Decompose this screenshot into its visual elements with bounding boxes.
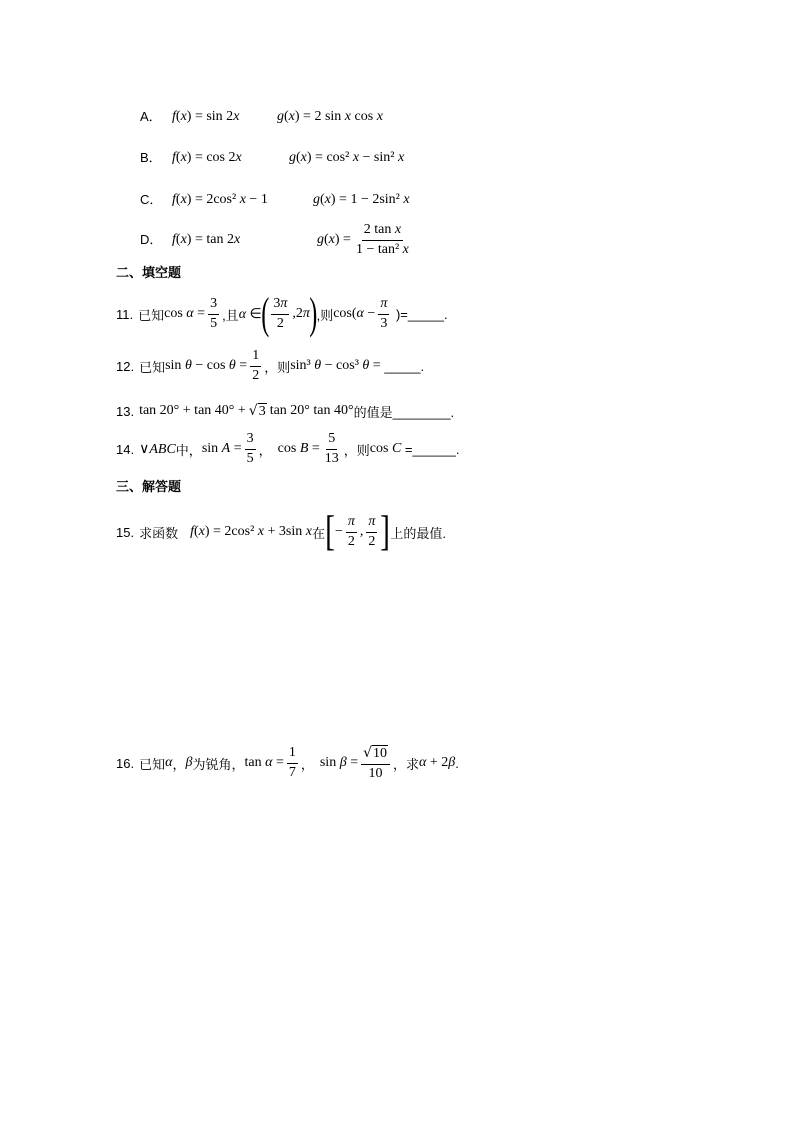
question-13 xyxy=(116,400,454,422)
fraction-numerator: 2 tan x xyxy=(362,222,403,240)
cos-c-expression: cos C xyxy=(369,441,402,456)
fraction-numerator: 5 xyxy=(326,431,337,449)
question-text: ， xyxy=(258,442,272,458)
option-label: B． xyxy=(140,150,162,165)
minus-sign: − xyxy=(334,524,343,539)
beta-symbol: β xyxy=(185,755,193,770)
cos-b-expression: cos B = xyxy=(277,441,320,456)
section-fill-in-heading: 二、填空题 xyxy=(116,265,182,280)
question-text: 求函数 xyxy=(139,525,179,541)
tan-alpha-expression: tan α = xyxy=(244,755,284,770)
fraction-denominator: 2 xyxy=(252,367,260,383)
alpha-symbol: α xyxy=(165,755,173,770)
section-solution-heading: 三、解答题 xyxy=(116,479,182,494)
fraction-denominator: 2 xyxy=(276,315,284,331)
option-f-expression: f(x) = sin 2x xyxy=(172,109,240,124)
question-text: ,且 xyxy=(222,307,239,323)
question-text: . xyxy=(455,755,459,771)
answer-blank: =______. xyxy=(401,441,460,457)
sin-minus-cos-expression: sin θ − cos θ = xyxy=(165,358,248,373)
fraction-denominator: 13 xyxy=(324,450,339,466)
answer-blank: _____. xyxy=(380,358,425,374)
option-g-expression: g(x) = 1 − 2sin² x xyxy=(313,192,410,207)
target-expression: α + 2β xyxy=(419,755,456,770)
radicand: 10 xyxy=(373,746,388,762)
question-15 xyxy=(116,510,446,554)
right-bracket: ] xyxy=(380,509,391,555)
question-text: ， xyxy=(300,756,314,772)
fraction-numerator: π xyxy=(346,514,357,532)
square-root-10 xyxy=(363,745,388,761)
question-11 xyxy=(116,290,448,338)
option-b xyxy=(0,149,794,167)
question-number: 15. xyxy=(116,524,135,540)
fraction-numerator: 1 xyxy=(250,348,261,366)
fraction-numerator: π xyxy=(378,296,389,314)
option-c xyxy=(0,191,794,209)
fraction-denominator: 3 xyxy=(380,315,388,331)
fraction-numerator: 3 xyxy=(208,296,219,314)
fraction-denominator: 2 xyxy=(368,533,376,549)
right-parenthesis: ) xyxy=(309,289,318,338)
function-expression: f(x) = 2cos² x + 3sin x xyxy=(190,524,312,539)
cos-alpha-expression: cos α = xyxy=(164,306,206,321)
question-text: ,则 xyxy=(316,307,334,323)
fraction-numerator xyxy=(361,744,390,764)
question-text: ，求 xyxy=(393,756,420,772)
question-text: 中， xyxy=(175,442,202,458)
cubic-difference-expression: sin³ θ − cos³ θ = xyxy=(290,358,381,373)
radicand: 3 xyxy=(258,403,266,419)
question-text: ，则 xyxy=(264,359,291,375)
fraction-denominator: 5 xyxy=(210,315,218,331)
triangle-abc: ∨ABC xyxy=(139,441,176,457)
question-text: ， xyxy=(172,756,186,772)
fraction-1-over-7 xyxy=(287,745,298,780)
fraction-sqrt10-over-10 xyxy=(361,744,390,781)
question-text: ，则 xyxy=(343,442,370,458)
question-16 xyxy=(116,741,459,785)
sin-beta-expression: sin β = xyxy=(319,755,359,770)
fraction-pi-over-2 xyxy=(366,514,377,549)
fraction-numerator: 1 xyxy=(287,745,298,763)
comma: , xyxy=(359,524,364,539)
radical-sign: √ xyxy=(363,745,373,762)
option-d xyxy=(0,222,794,258)
fraction-denominator: 7 xyxy=(288,764,296,780)
fraction-3-over-5 xyxy=(208,296,219,331)
question-text: 已知 xyxy=(139,359,166,375)
option-g-fraction xyxy=(354,222,411,257)
sin-a-expression: sin A = xyxy=(201,441,242,456)
radical-sign: √ xyxy=(248,402,258,419)
option-g-expression: g(x) = 2 sin x cos x xyxy=(277,109,383,124)
tan-sum-expression: tan 20° + tan 40° + xyxy=(139,403,246,418)
question-12 xyxy=(116,346,424,386)
square-root-3 xyxy=(249,403,267,419)
alpha-in-expression: α ∈ xyxy=(238,306,262,322)
left-parenthesis: ( xyxy=(261,289,270,338)
question-number: 13. xyxy=(116,403,135,419)
fraction-denominator: 10 xyxy=(368,765,383,781)
fraction-3-over-5 xyxy=(245,431,256,466)
option-a xyxy=(0,108,794,126)
option-g-expression xyxy=(317,222,414,258)
option-g-expression: g(x) = cos² x − sin² x xyxy=(289,150,405,165)
fraction-1-over-2 xyxy=(250,348,261,383)
fraction-numerator: 3π xyxy=(271,296,289,314)
fraction-denominator: 5 xyxy=(246,450,254,466)
fraction-5-over-13 xyxy=(323,431,341,466)
question-text: 已知 xyxy=(138,307,165,323)
question-text: 已知 xyxy=(139,756,166,772)
fraction-3pi-over-2 xyxy=(271,296,289,331)
option-g-lhs: g(x) = xyxy=(317,232,351,247)
question-text: 为锐角， xyxy=(192,756,245,772)
question-text: 上的最值. xyxy=(390,525,447,541)
option-f-expression: f(x) = tan 2x xyxy=(172,232,241,247)
question-number: 16. xyxy=(116,755,135,771)
option-label: A． xyxy=(140,109,162,124)
left-bracket: [ xyxy=(325,509,335,555)
question-text: 在 xyxy=(311,525,325,541)
answer-blank: 的值是________. xyxy=(353,404,455,420)
fraction-pi-over-2 xyxy=(346,514,357,549)
interval-upper-bound: ,2π xyxy=(292,306,310,321)
option-f-expression: f(x) = cos 2x xyxy=(172,150,242,165)
fraction-numerator: 3 xyxy=(245,431,256,449)
answer-blank: )=_____. xyxy=(392,306,448,322)
option-label: D． xyxy=(140,232,163,247)
question-number: 12. xyxy=(116,358,135,374)
option-label: C． xyxy=(140,192,163,207)
question-number: 11. xyxy=(116,306,134,322)
fraction-numerator: π xyxy=(366,514,377,532)
fraction-pi-over-3 xyxy=(378,296,389,331)
question-14 xyxy=(116,429,460,469)
fraction-denominator: 1 − tan² x xyxy=(355,241,409,257)
question-number: 14. xyxy=(116,441,135,457)
fraction-denominator: 2 xyxy=(347,533,355,549)
option-f-expression: f(x) = 2cos² x − 1 xyxy=(172,192,268,207)
tan-product-expression: tan 20° tan 40° xyxy=(269,403,354,418)
cos-difference-expression: cos(α − xyxy=(333,306,376,321)
